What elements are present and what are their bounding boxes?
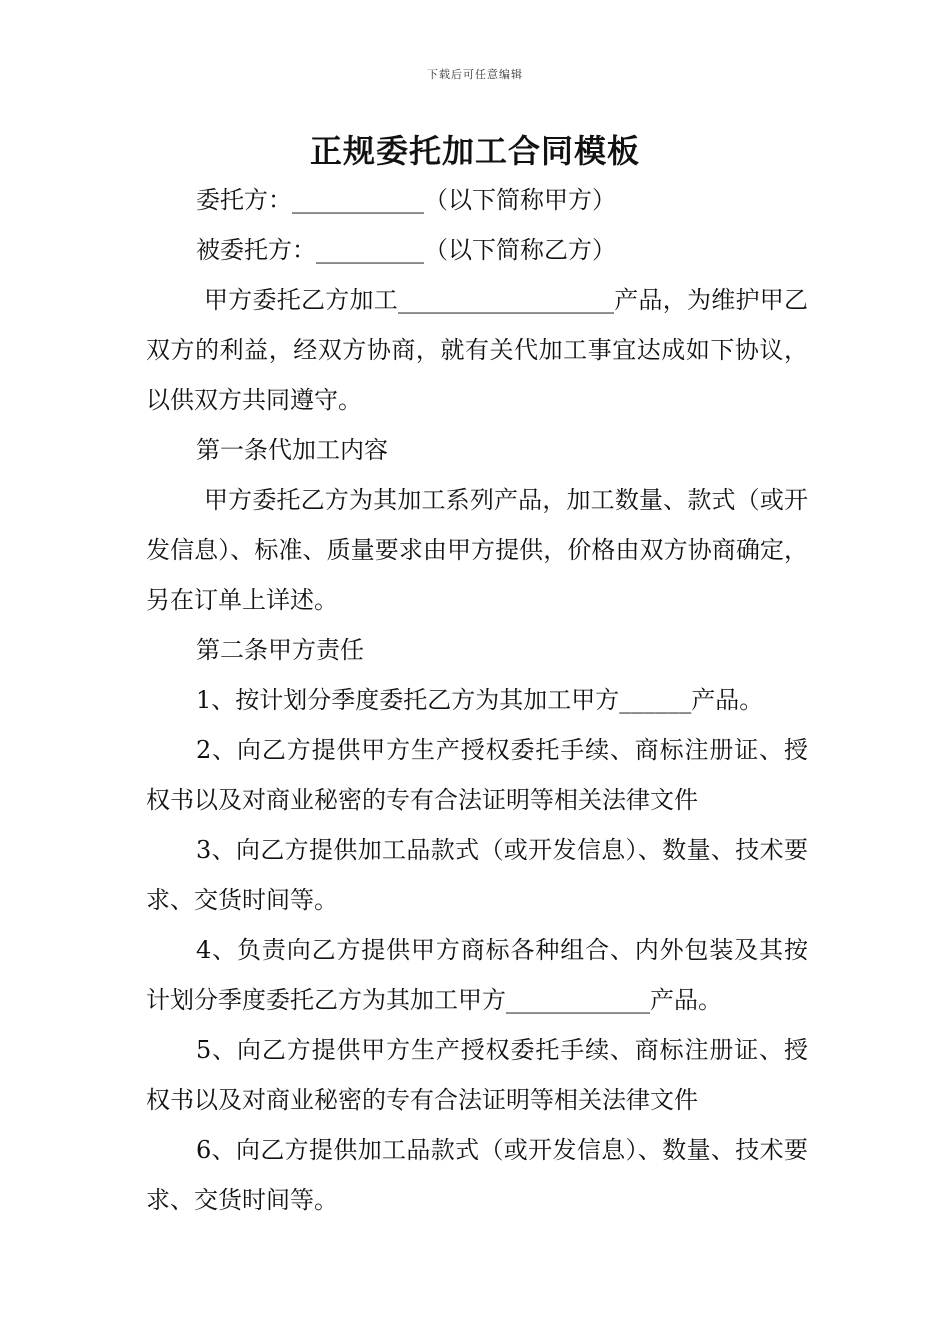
article-2-item-4: 4、负责向乙方提供甲方商标各种组合、内外包装及其按计划分季度委托乙方为其加工甲方____________产品。 <box>146 936 808 1014</box>
article-2-item-1: 1、按计划分季度委托乙方为其加工甲方______产品。 <box>196 686 764 714</box>
party-b-line: 被委托方：_________（以下简称乙方） <box>196 236 616 264</box>
article-2-item-2: 2、向乙方提供甲方生产授权委托手续、商标注册证、授权书以及对商业秘密的专有合法证明等相关法律文件 <box>146 736 808 814</box>
party-a-line: 委托方：___________（以下简称甲方） <box>196 186 616 214</box>
preamble-paragraph: 甲方委托乙方加工__________________产品，为维护甲乙双方的利益，经双方协商，就有关代加工事宜达成如下协议，以供双方共同遵守。 <box>146 286 808 414</box>
article-1-paragraph: 甲方委托乙方为其加工系列产品，加工数量、款式（或开发信息）、标准、质量要求由甲方提供，价格由双方协商确定，另在订单上详述。 <box>146 486 808 614</box>
article-2-item-3: 3、向乙方提供加工品款式（或开发信息）、数量、技术要求、交货时间等。 <box>146 836 808 914</box>
article-2-item-5: 5、向乙方提供甲方生产授权委托手续、商标注册证、授权书以及对商业秘密的专有合法证明等相关法律文件 <box>146 1036 808 1114</box>
document-body <box>146 175 808 1225</box>
article-2-heading: 第二条甲方责任 <box>196 636 364 664</box>
article-1-heading: 第一条代加工内容 <box>196 436 388 464</box>
document-title: 正规委托加工合同模板 <box>309 132 640 170</box>
header-note: 下载后可任意编辑 <box>427 68 523 81</box>
article-2-item-6: 6、向乙方提供加工品款式（或开发信息）、数量、技术要求、交货时间等。 <box>146 1136 808 1214</box>
